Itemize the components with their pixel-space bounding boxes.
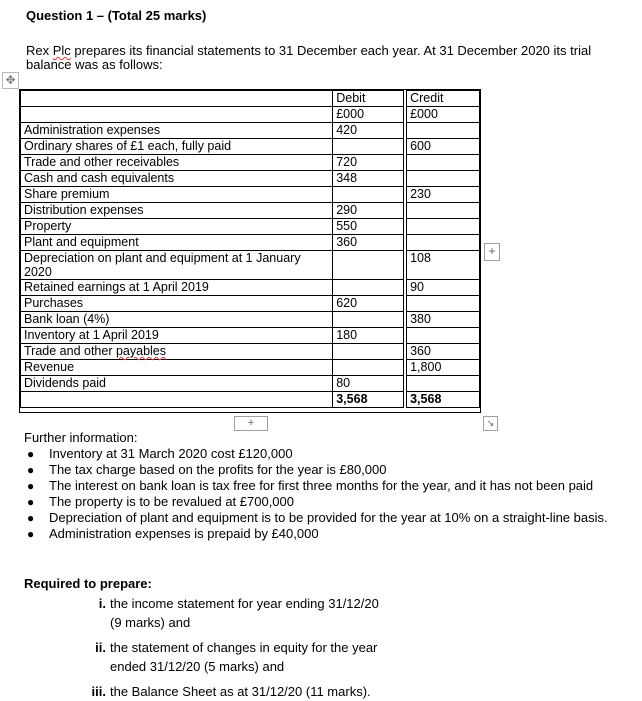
question-title: Question 1 – (Total 25 marks) xyxy=(26,8,207,23)
units-debit: £000 xyxy=(333,107,404,123)
add-row-button[interactable] xyxy=(234,416,268,431)
units-blank xyxy=(21,107,333,123)
row-credit: 360 xyxy=(407,344,480,360)
table-row xyxy=(21,296,480,312)
row-debit: 620 xyxy=(333,296,404,312)
table-row xyxy=(21,187,480,203)
row-label: Trade and other receivables xyxy=(21,155,333,171)
row-credit: 380 xyxy=(407,312,480,328)
trial-balance-table xyxy=(19,89,481,413)
row-credit: 600 xyxy=(407,139,480,155)
list-item: ● Depreciation of plant and equipment is to be provided for the year at 10% on a straight-line basis. xyxy=(24,510,624,526)
further-info-heading: Further information: xyxy=(24,430,138,445)
row-label: Dividends paid xyxy=(21,376,333,392)
row-label: Purchases xyxy=(21,296,333,312)
header-credit: Credit xyxy=(407,91,480,107)
required-item-text: the Balance Sheet as at 31/12/20 (11 marks). xyxy=(110,684,371,699)
add-column-button[interactable] xyxy=(484,243,500,261)
row-debit xyxy=(333,312,404,328)
list-item: ● The property is to be revalued at £700,000 xyxy=(24,494,624,510)
required-item xyxy=(86,638,406,676)
list-item: ● The interest on bank loan is tax free for first three months for the year, and it has not been paid xyxy=(24,478,624,494)
row-label: Revenue xyxy=(21,360,333,376)
row-credit xyxy=(407,171,480,187)
table-row xyxy=(21,251,480,280)
required-item-text: the statement of changes in equity for the year xyxy=(110,640,378,655)
resize-icon: ↘ xyxy=(486,418,495,428)
row-debit xyxy=(333,344,404,360)
row-label: Cash and cash equivalents xyxy=(21,171,333,187)
row-debit: 180 xyxy=(333,328,404,344)
further-info-list xyxy=(24,446,624,542)
required-item-number: iii. xyxy=(91,684,106,699)
row-label: Distribution expenses xyxy=(21,203,333,219)
intro-text: prepares its financial statements to 31 December each year. At 31 December 2020 its trial balance was as follows: xyxy=(26,43,592,72)
row-debit xyxy=(333,360,404,376)
row-debit xyxy=(333,139,404,155)
row-debit: 550 xyxy=(333,219,404,235)
table-row xyxy=(21,235,480,251)
plus-icon: + xyxy=(247,417,255,429)
table-row xyxy=(21,344,480,360)
row-credit xyxy=(407,296,480,312)
row-label: Depreciation on plant and equipment at 1 January 2020 xyxy=(21,251,333,280)
row-debit: 720 xyxy=(333,155,404,171)
list-item: ● The tax charge based on the profits for the year is £80,000 xyxy=(24,462,624,478)
table-row xyxy=(21,312,480,328)
table-row xyxy=(21,376,480,392)
plus-icon: + xyxy=(488,244,496,258)
trial-balance-grid xyxy=(20,90,480,408)
table-row xyxy=(21,219,480,235)
row-credit xyxy=(407,328,480,344)
table-totals-row xyxy=(21,392,480,408)
row-credit xyxy=(407,155,480,171)
required-item-text-cont: (9 marks) and xyxy=(110,615,191,630)
required-item-number: ii. xyxy=(95,640,106,655)
row-credit xyxy=(407,376,480,392)
row-label: Ordinary shares of £1 each, fully paid xyxy=(21,139,333,155)
row-label: Bank loan (4%) xyxy=(21,312,333,328)
table-resize-handle[interactable] xyxy=(483,416,498,431)
header-debit: Debit xyxy=(333,91,404,107)
move-icon: ✥ xyxy=(5,73,16,87)
row-credit: 90 xyxy=(407,280,480,296)
list-item: ● Inventory at 31 March 2020 cost £120,000 xyxy=(24,446,624,462)
required-item-text-cont: ended 31/12/20 (5 marks) and xyxy=(110,659,285,674)
totals-blank xyxy=(21,392,333,408)
table-row xyxy=(21,280,480,296)
row-credit: 1,800 xyxy=(407,360,480,376)
required-item xyxy=(86,594,406,632)
row-debit xyxy=(333,280,404,296)
list-item: ● Administration expenses is prepaid by £40,000 xyxy=(24,526,624,542)
required-item-text: the income statement for year ending 31/12/20 xyxy=(110,596,379,611)
company-name: Rex xyxy=(26,43,50,58)
table-row xyxy=(21,139,480,155)
row-label: Plant and equipment xyxy=(21,235,333,251)
row-label: Share premium xyxy=(21,187,333,203)
row-label: Inventory at 1 April 2019 xyxy=(21,328,333,344)
row-debit xyxy=(333,251,404,280)
required-list xyxy=(86,594,406,701)
required-item xyxy=(86,682,406,701)
row-label: Retained earnings at 1 April 2019 xyxy=(21,280,333,296)
row-debit: 348 xyxy=(333,171,404,187)
row-debit: 420 xyxy=(333,123,404,139)
table-units-row xyxy=(21,107,480,123)
row-credit: 108 xyxy=(407,251,480,280)
table-move-handle[interactable] xyxy=(2,72,19,89)
units-credit: £000 xyxy=(407,107,480,123)
table-row xyxy=(21,328,480,344)
table-row xyxy=(21,123,480,139)
table-row xyxy=(21,155,480,171)
row-debit xyxy=(333,187,404,203)
row-label: Property xyxy=(21,219,333,235)
required-item-number: i. xyxy=(98,596,106,611)
row-debit: 360 xyxy=(333,235,404,251)
intro-paragraph xyxy=(26,44,626,72)
table-row xyxy=(21,171,480,187)
table-row xyxy=(21,203,480,219)
row-label: Administration expenses xyxy=(21,123,333,139)
table-header-row xyxy=(21,91,480,107)
row-debit: 290 xyxy=(333,203,404,219)
row-credit xyxy=(407,123,480,139)
row-credit xyxy=(407,235,480,251)
header-blank xyxy=(21,91,333,107)
row-credit xyxy=(407,219,480,235)
row-debit: 80 xyxy=(333,376,404,392)
table-row xyxy=(21,360,480,376)
total-credit: 3,568 xyxy=(407,392,480,408)
total-debit: 3,568 xyxy=(333,392,404,408)
plc-spellcheck: Plc xyxy=(52,43,71,58)
row-credit xyxy=(407,203,480,219)
required-heading: Required to prepare: xyxy=(24,576,152,591)
row-label: Trade and other payables xyxy=(21,344,333,360)
row-credit: 230 xyxy=(407,187,480,203)
